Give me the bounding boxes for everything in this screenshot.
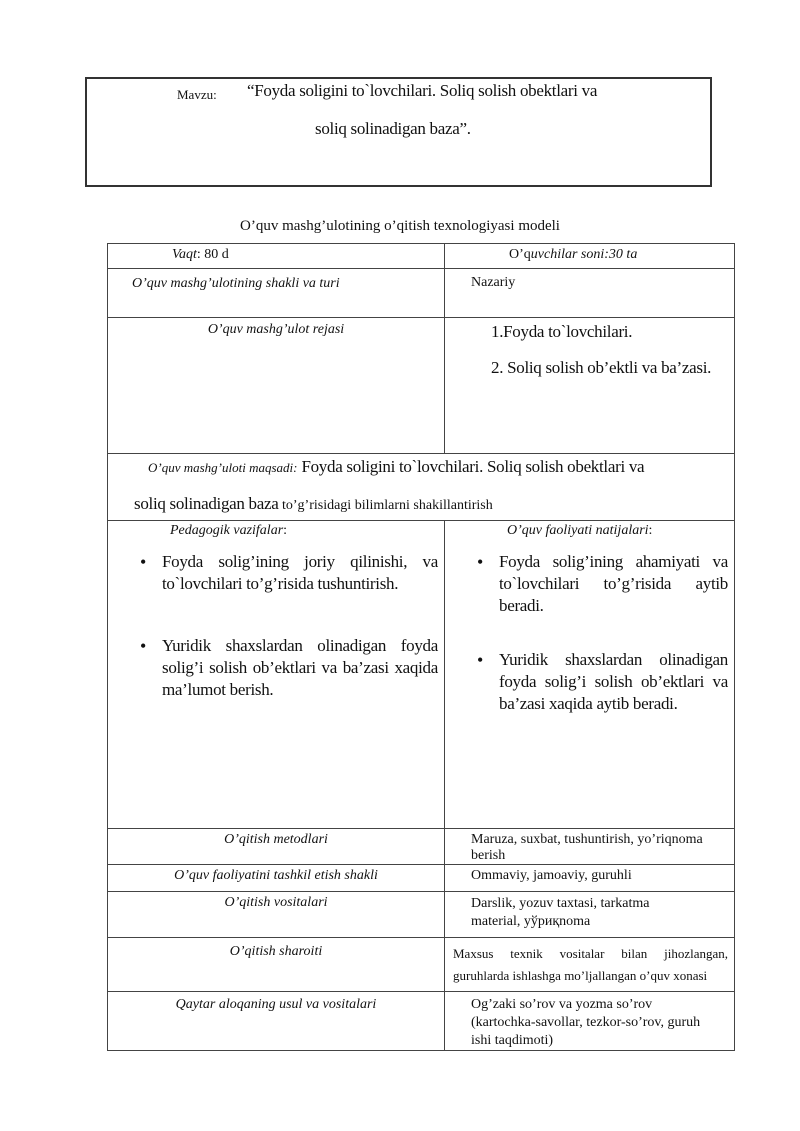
- list-item: • Yuridik shaxslardan olinadigan foyda solig’i solish ob’ektlari va ba’zasi xaqida ma’lumot berish.: [134, 635, 438, 701]
- time-cell: [108, 244, 445, 269]
- goal-label: O’quv mashg’uloti maqsadi:: [148, 460, 298, 475]
- goal-cell: [108, 454, 735, 521]
- form-label: O’quv mashg’ulotining shakli va turi: [108, 269, 445, 318]
- tasks-cell: [108, 521, 445, 829]
- feedback-label: Qaytar aloqaning usul va vositalari: [108, 992, 445, 1051]
- topic-title-line1: “Foyda soligini to`lovchilari. Soliq solish obektlari va: [247, 81, 598, 100]
- methods-value: Maruza, suxbat, tushuntirish, yo’riqnoma berish: [445, 829, 735, 865]
- organization-label: O’quv faoliyatini tashkil etish shakli: [108, 865, 445, 892]
- tasks-colon: :: [283, 523, 288, 538]
- table-row: [108, 521, 735, 829]
- list-item: • Yuridik shaxslardan olinadigan foyda solig’i solish ob’ektlari va ba’zasi xaqida aytib beradi.: [471, 649, 728, 715]
- goal-text-2: soliq solinadigan baza: [134, 494, 279, 513]
- results-colon: :: [648, 523, 653, 538]
- time-label: Vaqt: [172, 247, 197, 262]
- tasks-label: Pedagogik vazifalar: [170, 523, 284, 538]
- table-row: [108, 938, 735, 992]
- methods-label: O’qitish metodlari: [108, 829, 445, 865]
- list-item: • Foyda solig’ining joriy qilinishi, va to`lovchilari to’g’risida tushuntirish.: [134, 551, 438, 595]
- tools-value: Darslik, yozuv taxtasi, tarkatma material, yўриқnoma: [445, 892, 735, 938]
- plan-label: O’quv mashg’ulot rejasi: [108, 318, 445, 454]
- table-row: [108, 992, 735, 1051]
- table-row: [108, 244, 735, 269]
- form-value: Nazariy: [445, 269, 735, 318]
- table-row: [108, 829, 735, 865]
- table-row: [108, 865, 735, 892]
- table-row: [108, 318, 735, 454]
- goal-text: Foyda soligini to`lovchilari. Soliq solish obektlari va: [297, 457, 645, 476]
- students-cell: [445, 244, 735, 269]
- results-cell: [445, 521, 735, 829]
- document-title: O’quv mashg’ulotining o’qitish texnologiyasi modeli: [240, 218, 560, 234]
- time-value: : 80 d: [196, 247, 229, 262]
- plan-item: 1.Foyda to`lovchilari.: [491, 322, 633, 341]
- results-label: O’quv faoliyati natijalari: [507, 523, 649, 538]
- students-prefix: O’q: [509, 247, 531, 262]
- tasks-list: [134, 551, 438, 701]
- topic-label: Mavzu:: [177, 87, 217, 102]
- conditions-value: Maxsus texnik vositalar bilan jihozlangan, guruhlarda ishlashga mo’ljallangan o’quv xonasi: [445, 938, 735, 992]
- technology-model-table: [107, 243, 735, 1051]
- goal-text-3: to’g’risidagi bilimlarni shakillantirish: [278, 498, 493, 513]
- table-row: [108, 892, 735, 938]
- feedback-value: Og’zaki so’rov va yozma so’rov (kartochka-savollar, tezkor-so’rov, guruh ishi taqdimoti): [445, 992, 735, 1051]
- students-count: uvchilar soni:30 ta: [530, 247, 638, 262]
- tools-label: O’qitish vositalari: [108, 892, 445, 938]
- plan-cell: [445, 318, 735, 454]
- table-row: [108, 269, 735, 318]
- organization-value: Ommaviy, jamoaviy, guruhli: [445, 865, 735, 892]
- table-row: [108, 454, 735, 521]
- topic-title-line2: soliq solinadigan baza”.: [315, 119, 471, 138]
- conditions-label: O’qitish sharoiti: [108, 938, 445, 992]
- results-list: [471, 551, 728, 715]
- list-item: • Foyda solig’ining ahamiyati va to`lovchilari to’g’risida aytib beradi.: [471, 551, 728, 617]
- topic-box: [85, 77, 712, 187]
- plan-item: 2. Soliq solish ob’ektli va ba’zasi.: [491, 358, 712, 377]
